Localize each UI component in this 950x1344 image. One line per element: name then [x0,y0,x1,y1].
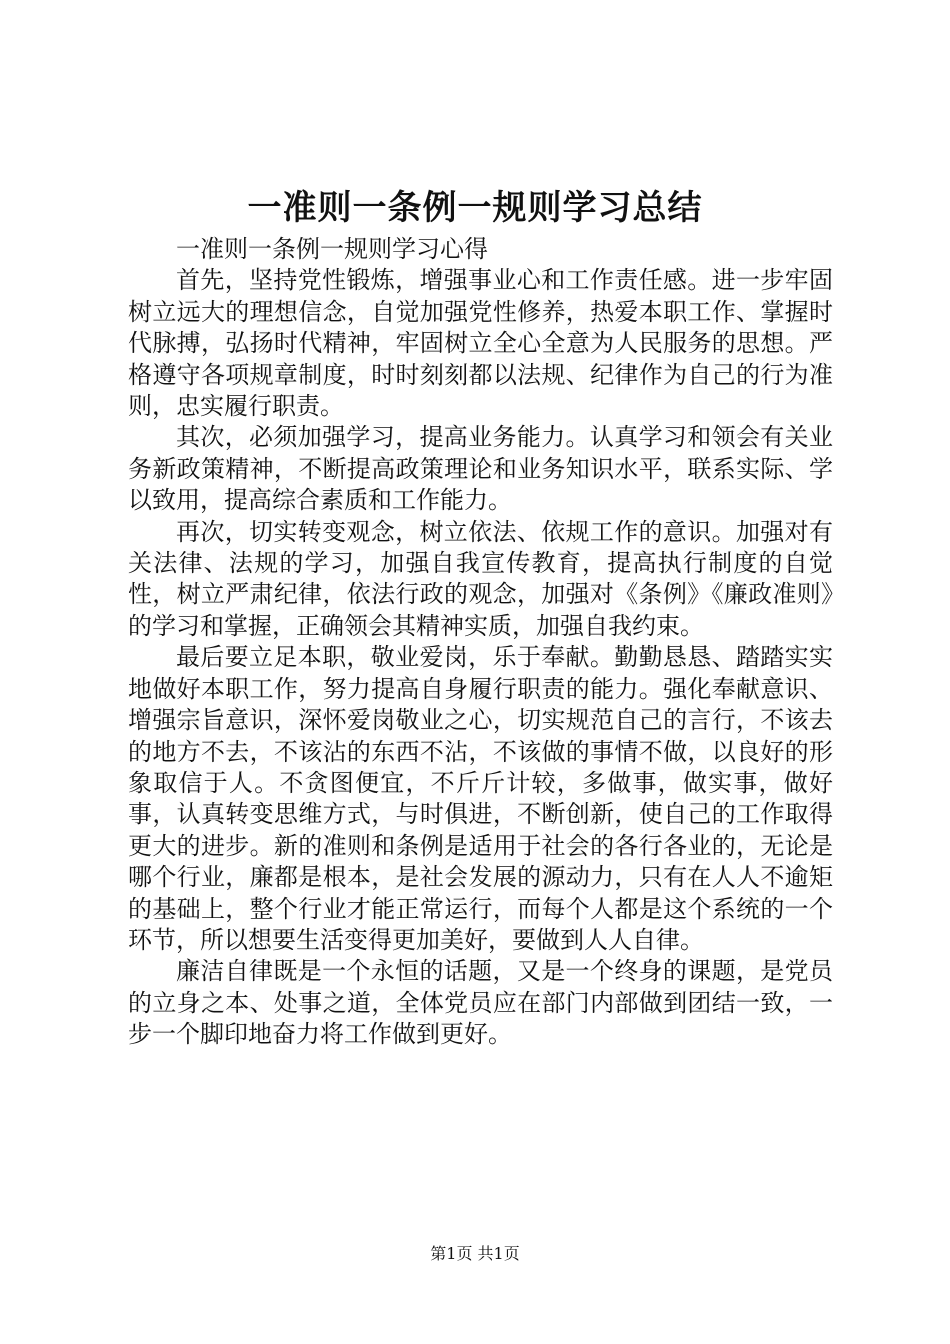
paragraph-3: 再次，切实转变观念，树立依法、依规工作的意识。加强对有关法律、法规的学习，加强自我宣传教育，提高执行制度的自觉性，树立严肃纪律，依法行政的观念，加强对《条例》《廉政准则》的学习和掌握，正确领会其精神实质，加强自我约束。 [128,517,833,640]
paragraph-1: 首先，坚持党性锻炼，增强事业心和工作责任感。进一步牢固树立远大的理想信念，自觉加强党性修养，热爱本职工作、掌握时代脉搏，弘扬时代精神，牢固树立全心全意为人民服务的思想。严格遵守各项规章制度，时时刻刻都以法规、纪律作为自己的行为准则，忠实履行职责。 [128,266,833,421]
document-title: 一准则一条例一规则学习总结 [247,188,703,228]
subtitle-paragraph: 一准则一条例一规则学习心得 [176,235,488,263]
paragraph-4: 最后要立足本职，敬业爱岗，乐于奉献。勤勤恳恳、踏踏实实地做好本职工作，努力提高自身履行职责的能力。强化奉献意识、增强宗旨意识，深怀爱岗敬业之心，切实规范自己的言行，不该去的地方不去，不该沾的东西不沾，不该做的事情不做，以良好的形象取信于人。不贪图便宜，不斤斤计较，多做事，做实事，做好事，认真转变思维方式，与时俱进，不断创新，使自己的工作取得更大的进步。新的准则和条例是适用于社会的各行各业的，无论是哪个行业，廉都是根本，是社会发展的源动力，只有在人人不逾矩的基础上，整个行业才能正常运行，而每个人都是这个系统的一个环节，所以想要生活变得更加美好，要做到人人自律。 [128,643,833,954]
page-footer: 第1页 共1页 [430,1244,520,1263]
document-body [128,234,833,1051]
paragraph-2: 其次，必须加强学习，提高业务能力。认真学习和领会有关业务新政策精神，不断提高政策理论和业务知识水平，联系实际、学以致用，提高综合素质和工作能力。 [128,423,833,515]
paragraph-5: 廉洁自律既是一个永恒的话题，又是一个终身的课题，是党员的立身之本、处事之道，全体党员应在部门内部做到团结一致，一步一个脚印地奋力将工作做到更好。 [128,957,833,1049]
